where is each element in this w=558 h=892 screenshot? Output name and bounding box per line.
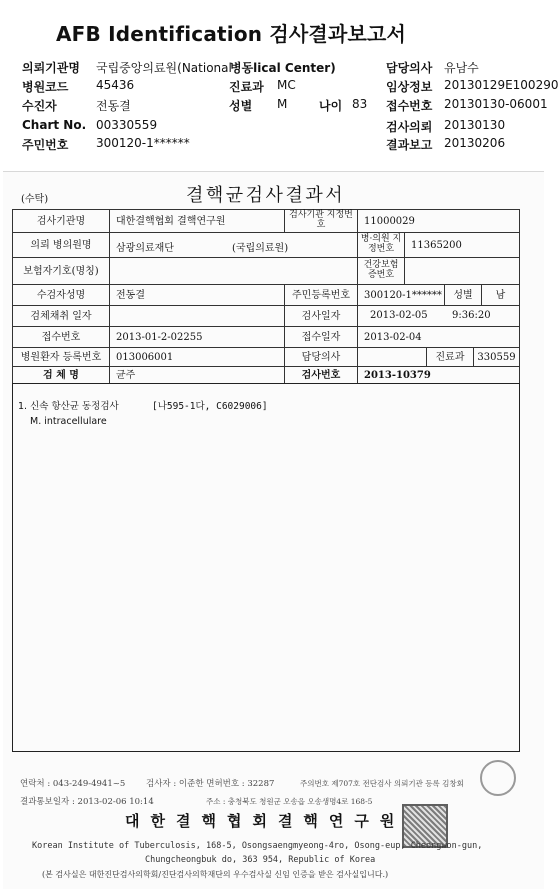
health-value — [404, 257, 520, 285]
footer-address: 주소 : 충청북도 청원군 오송읍 오송생명4로 168-5 — [206, 797, 373, 806]
institution-value: 국립중앙의료원(National — [96, 61, 232, 75]
collector-value: 전동결 — [96, 99, 131, 113]
receipt-no-value: 20130130-06001 — [444, 97, 548, 111]
receipt-value-form: 2013-01-2-02255 — [109, 326, 285, 348]
patient-no-label: 병원환자 등록번호 — [12, 347, 110, 367]
doctor-label: 담당의사 — [386, 61, 433, 75]
result-organism: M. intracellulare — [30, 416, 107, 427]
insurance-label: 보험자기호(명칭) — [12, 257, 110, 285]
doctor-value-form — [357, 347, 427, 367]
footer-org-en-2: Chungcheongbuk do, 363 954, Republic of Korea — [145, 855, 376, 865]
chart-label: Chart No. — [22, 118, 87, 132]
patient-label: 수검자성명 — [12, 284, 110, 306]
report-label: 결과보고 — [386, 138, 433, 152]
req-hospital-value: 삼광의료재단 — [116, 243, 174, 254]
receipt-label-form: 접수번호 — [12, 326, 110, 348]
test-date-label: 검사일자 — [284, 305, 358, 327]
receipt-date-value: 2013-02-04 — [357, 326, 520, 348]
report-title: AFB Identification 검사결과보고서 — [56, 22, 407, 46]
doctor-label-form: 담당의사 — [284, 347, 358, 367]
form-title: 결핵균검사결과서 — [186, 185, 346, 206]
institution-value-overlap: 병동lical Center) — [230, 61, 336, 75]
doctor-value: 유남수 — [444, 61, 479, 75]
result-test-line: 1. 신속 항산균 동정검사 — [18, 401, 119, 412]
footer-org-en-1: Korean Institute of Tuberculosis, 168-5, Osongsaengmyeong-4ro, Osong-eup, Cheongwon-gun, — [32, 841, 483, 851]
dept-value: MC — [277, 78, 296, 92]
test-no-label: 검사번호 — [284, 366, 358, 384]
footer-org-name: 대한결핵협회결핵연구원 — [125, 812, 406, 830]
lab-name-label: 검사기관명 — [12, 209, 110, 233]
institution-label: 의뢰기관명 — [22, 61, 80, 75]
collect-date-value — [109, 305, 285, 327]
lab-code-value: 11000029 — [357, 209, 520, 233]
receipt-mark: (수탁) — [21, 194, 49, 205]
dept-label-form: 진료과 — [426, 347, 474, 367]
footer-registration: 주의번호 제707호 전단검사 의뢰기관 등록 김창회 — [300, 779, 464, 788]
chart-value: 00330559 — [96, 118, 158, 132]
lab-code-label: 검사기관 지정번호 — [284, 209, 358, 233]
footer-issue-date: 결과통보일자 : 2013-02-06 10:14 — [20, 797, 154, 807]
ssn-label-form: 주민등록번호 — [284, 284, 358, 306]
hospital-code-label: 병원코드 — [22, 80, 69, 94]
collector-label: 수진자 — [22, 99, 57, 113]
ssn-value: 300120-1****** — [96, 136, 190, 150]
receipt-date-label: 접수일자 — [284, 326, 358, 348]
collect-date-label: 검체채취 일자 — [12, 305, 110, 327]
test-time-value: 9:36:20 — [452, 310, 491, 321]
patient-value: 전동결 — [109, 284, 285, 306]
ssn-value-form: 300120-1****** — [357, 284, 445, 306]
result-box — [12, 383, 520, 752]
round-seal — [480, 760, 516, 796]
req-hospital-label: 의뢰 병의원명 — [12, 232, 110, 258]
req-code-value: 11365200 — [404, 232, 520, 258]
dept-value-form: 330559 — [473, 347, 520, 367]
report-value: 20130206 — [444, 136, 506, 150]
test-date-value: 2013-02-05 — [370, 310, 428, 321]
specimen-value: 균주 — [109, 366, 285, 384]
clinical-value: 20130129E100290 — [444, 78, 558, 92]
request-label: 검사의뢰 — [386, 120, 433, 134]
age-value: 83 — [352, 97, 368, 111]
sex-label-form: 성별 — [444, 284, 482, 306]
sex-value: M — [277, 97, 288, 111]
ssn-label: 주민번호 — [22, 138, 69, 152]
patient-no-value: 013006001 — [109, 347, 285, 367]
footer-notice: (본 검사실은 대한진단검사의학회/진단검사의학재단의 우수검사실 신임 인증을 받은 검사실입니다.) — [42, 870, 389, 879]
clinical-label: 임상정보 — [386, 80, 433, 94]
lab-name-value: 대한결핵협회 결핵연구원 — [109, 209, 285, 233]
test-no-value: 2013-10379 — [357, 366, 520, 384]
insurance-value — [109, 257, 358, 285]
sex-label: 성별 — [229, 99, 253, 113]
req-hospital-note: (국립의료원) — [232, 243, 289, 254]
specimen-label: 검 체 명 — [12, 366, 110, 384]
result-test-code: [나595-1다, C6029006] — [152, 401, 268, 412]
request-value: 20130130 — [444, 118, 506, 132]
hospital-code-value: 45436 — [96, 78, 135, 92]
footer-tester: 검사자 : 이준한 면허번호 : 32287 — [146, 779, 275, 789]
health-label: 건강보험 증번호 — [357, 257, 405, 285]
sex-value-form: 남 — [481, 284, 520, 306]
footer-contact: 연락처 : 043-249-4941~5 — [20, 779, 126, 789]
age-label: 나이 — [319, 99, 343, 113]
receipt-no-label: 접수번호 — [386, 99, 433, 113]
req-code-label: 병·의원 지정번호 — [357, 232, 405, 258]
dept-label: 진료과 — [229, 80, 264, 94]
